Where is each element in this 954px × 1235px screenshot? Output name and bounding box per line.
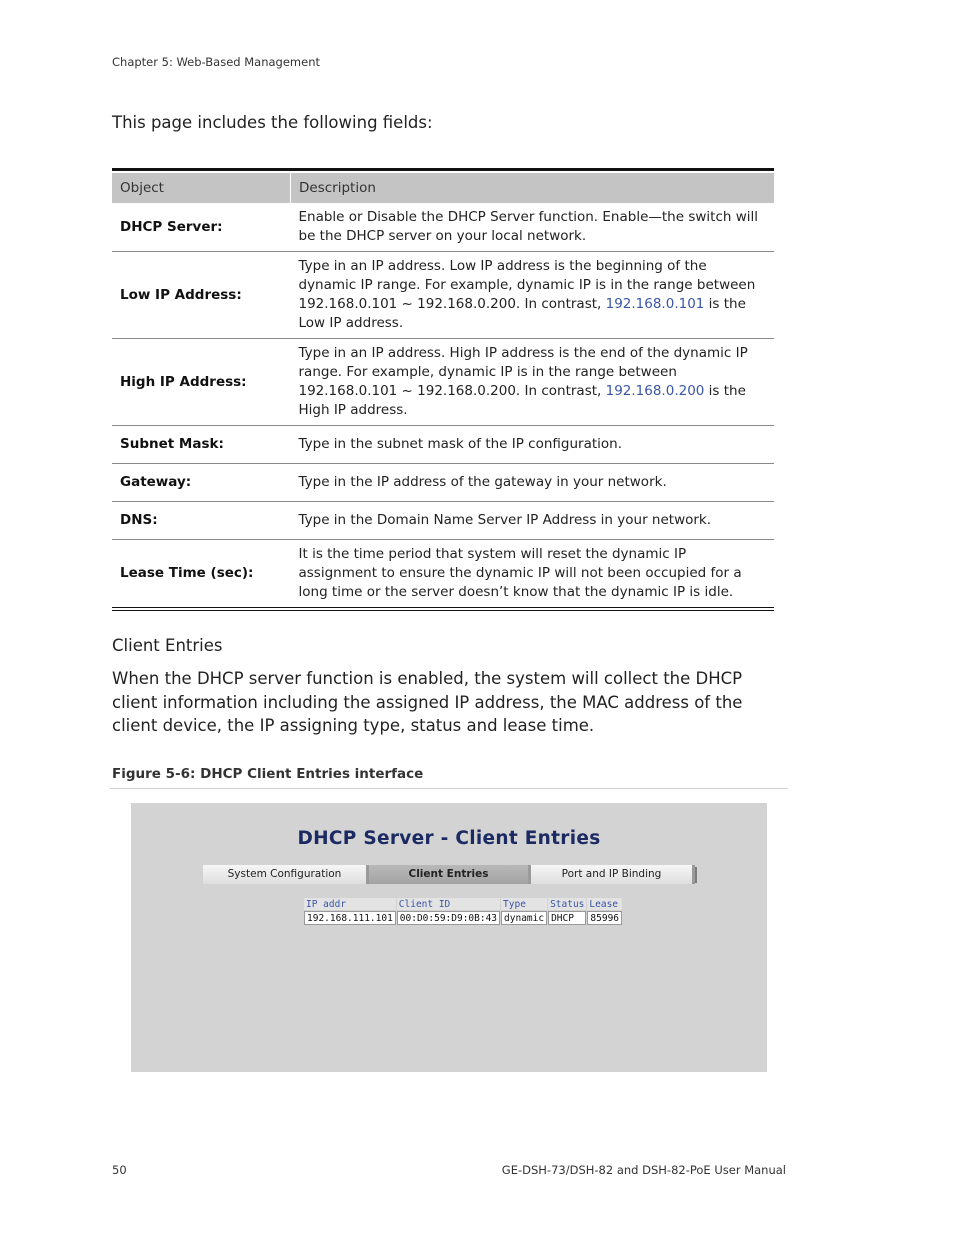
field-name: DHCP Server:	[112, 203, 291, 252]
description-text: Type in an IP address. Low IP address is the beginning of the dynamic IP range. For example, dynamic IP is in the range between 192.168.0.101 ~ 192.168.0.200. In contrast,	[298, 258, 756, 312]
running-header: Chapter 5: Web-Based Management	[112, 55, 321, 69]
table-row	[112, 540, 774, 608]
tab-port-and-ip-binding[interactable]: Port and IP Binding	[531, 865, 695, 884]
intro-text: This page includes the following fields:	[112, 113, 433, 132]
fields-table	[112, 168, 774, 611]
field-description: Type in the subnet mask of the IP configuration.	[291, 426, 775, 464]
cell-type: dynamic	[501, 911, 547, 925]
section-paragraph: When the DHCP server function is enabled, the system will collect the DHCP client information including the assigned IP address, the MAC address of the client device, the IP assigning type, status and lease time.	[112, 669, 743, 735]
section-heading: Client Entries	[112, 636, 223, 655]
cell-ip-addr: 192.168.111.101	[304, 911, 396, 925]
figure-caption: Figure 5-6: DHCP Client Entries interface	[112, 766, 424, 782]
table-top-rule	[112, 168, 774, 171]
table-bottom-rule	[112, 607, 774, 611]
field-description: It is the time period that system will reset the dynamic IP assignment to ensure the dynamic IP will not been occupied for a long time or the server doesn’t know that the dynamic IP is idle.	[298, 546, 742, 600]
cell-lease: 85996	[587, 911, 622, 925]
cell-client-id: 00:D0:59:D9:0B:43	[397, 911, 500, 925]
ip-link[interactable]: 192.168.0.200	[605, 383, 705, 399]
client-entries-table	[303, 897, 623, 926]
col-client-id: Client ID	[397, 898, 500, 910]
field-name: Low IP Address:	[112, 252, 291, 339]
table-row	[112, 203, 774, 252]
dhcp-client-entries-screenshot	[131, 803, 767, 1072]
table-row	[112, 339, 774, 426]
field-name: Gateway:	[112, 464, 291, 502]
field-name: Lease Time (sec):	[120, 565, 254, 581]
tab-client-entries[interactable]: Client Entries	[369, 865, 531, 884]
field-description: Type in the IP address of the gateway in your network.	[291, 464, 775, 502]
field-description: Type in the Domain Name Server IP Address in your network.	[291, 502, 775, 540]
table-row	[112, 464, 774, 502]
field-name: High IP Address:	[112, 339, 291, 426]
table-row	[112, 252, 774, 339]
column-header-object: Object	[112, 173, 291, 203]
manual-title: GE-DSH-73/DSH-82 and DSH-82-PoE User Manual	[501, 1163, 786, 1177]
field-name: DNS:	[112, 502, 291, 540]
description-text: is the Low IP address.	[298, 296, 746, 331]
col-status: Status	[550, 898, 585, 910]
table-row	[112, 426, 774, 464]
tab-system-configuration[interactable]: System Configuration	[203, 865, 369, 884]
col-lease: Lease	[587, 898, 622, 910]
table-header-row	[112, 173, 774, 203]
column-header-description: Description	[291, 173, 775, 203]
field-name: Subnet Mask:	[112, 426, 291, 464]
caption-rule	[110, 788, 788, 789]
table-row	[304, 911, 622, 925]
table-row	[112, 502, 774, 540]
description-text: is the High IP address.	[298, 383, 746, 418]
page-number: 50	[112, 1163, 127, 1177]
ip-link[interactable]: 192.168.0.101	[605, 296, 705, 312]
description-text: Type in an IP address. High IP address is the end of the dynamic IP range. For example, dynamic IP is in the range between 192.168.0.101 ~ 192.168.0.200. In contrast,	[298, 345, 748, 399]
field-description: Enable or Disable the DHCP Server function. Enable—the switch will be the DHCP server on your local network.	[291, 203, 775, 252]
cell-status: DHCP	[548, 911, 586, 925]
panel-title: DHCP Server - Client Entries	[297, 828, 601, 849]
client-table-header	[304, 898, 622, 910]
tab-separator	[695, 867, 697, 883]
col-type: Type	[501, 898, 547, 910]
col-ip-addr: IP addr	[304, 898, 396, 910]
field-description	[291, 339, 775, 426]
field-description	[291, 252, 775, 339]
